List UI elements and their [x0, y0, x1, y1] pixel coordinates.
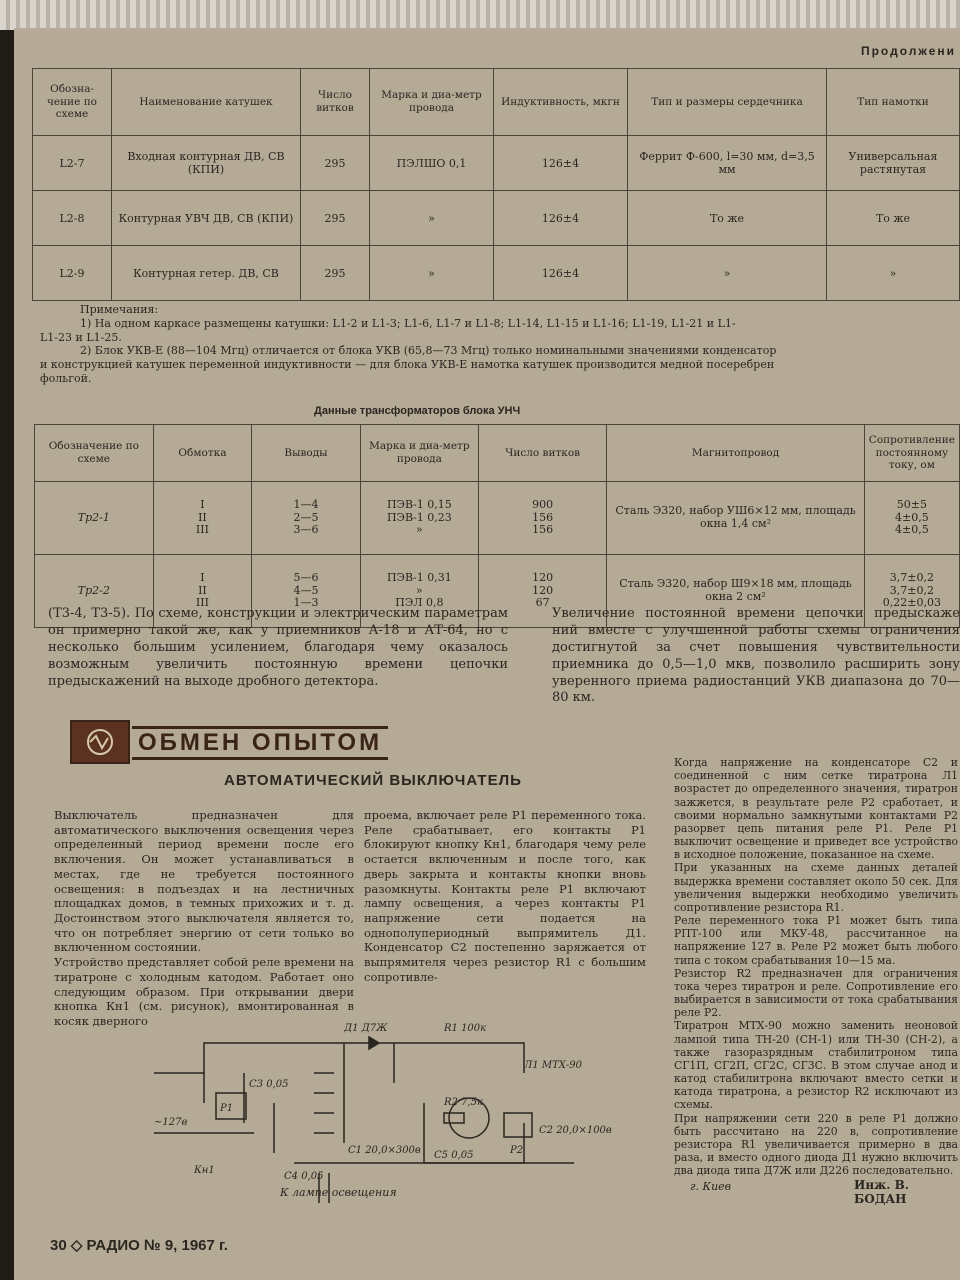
table-cell: Сталь Э320, набор Ш9×18 мм, площадь окна 2 см² — [607, 555, 865, 628]
table-header: Обозначение по схеме — [35, 425, 154, 482]
table-cell: 126±4 — [494, 246, 628, 301]
table-row — [35, 482, 960, 555]
section-title: ОБМЕН ОПЫТОМ — [132, 726, 388, 760]
table-cell: 295 — [301, 191, 370, 246]
schematic-label: С5 0,05 — [434, 1150, 474, 1161]
table-cell: L2-9 — [33, 246, 112, 301]
table-header: Выводы — [252, 425, 360, 482]
table-header: Магнитопровод — [607, 425, 865, 482]
schematic-label: С4 0,05 — [284, 1171, 324, 1182]
page-footer: 30 ◇ РАДИО № 9, 1967 г. — [50, 1237, 228, 1254]
schematic-label: С2 20,0×100в — [539, 1125, 612, 1136]
schematic-label: С3 0,05 — [249, 1079, 289, 1090]
table-cell: 295 — [301, 246, 370, 301]
schematic-label: Р1 — [220, 1103, 234, 1114]
table-cell: Контурная УВЧ ДВ, СВ (КПИ) — [112, 191, 301, 246]
table-row — [33, 191, 960, 246]
article-column-3: Когда напряжение на конденсаторе С2 и соединенной с ним сетке тиратрона Л1 возрастет до определенного значения, тиратрон зажжется, в результате реле Р2 сработает, и своими нормально замкнутыми контактами Р2 разорвет цепь питания реле Р1. Реле Р1 выключит освещение и приведет все устройство в исходное положение, показанное на схеме. При указанных на схеме данных деталей выдержка времени составляет около 50 сек. Для увеличения выдержки необходимо увеличить сопротивление резистора R1. Реле переменного тока Р1 может быть типа РПТ-100 или МКУ-48, рассчитанное на напряжение 127 в. Реле Р2 может быть любого типа с током срабатывания 10—15 ма. Резистор R2 предназначен для ограничения тока через тиратрон и реле. Сопротивление его выбирается в зависимости от тока срабатывания реле Р2. Тиратрон МТХ-90 можно заменить неоновой лампой типа ТН-20 (СН-1) или ТН-30 (СН-2), а также газоразрядным стабилитроном типа СГ1П, СГ2П, СГ2С, СГ3С. В этом случае анод и катод стабилитрона включают вместо сетки и катода тиратрона, а резистор R2 исключают из схемы. При напряжении сети 220 в реле Р1 должно быть рассчитано на 220 в, сопротивление резистора R1 увеличивается примерно в два раза, и вместо одного диода Д1 нужно включить два диода типа Д7Ж или Д226 последовательно. — [674, 756, 958, 1178]
schematic-label: R2 7,5к — [444, 1097, 483, 1108]
article-title: АВТОМАТИЧЕСКИЙ ВЫКЛЮЧАТЕЛЬ — [224, 772, 522, 789]
table-header: Тип намотки — [827, 69, 960, 136]
table-cell: Сталь Э320, набор УШ6×12 мм, площадь окна 1,4 см² — [607, 482, 865, 555]
table-cell: 50±5 4±0,5 4±0,5 — [864, 482, 959, 555]
table-cell: 3,7±0,2 3,7±0,2 0,22±0,03 — [864, 555, 959, 628]
table-cell: » — [370, 246, 494, 301]
table-row — [33, 246, 960, 301]
table-cell: ПЭВ-1 0,31 » ПЭЛ 0,8 — [360, 555, 478, 628]
table-cell: 900 156 156 — [479, 482, 607, 555]
table-cell: 5—6 4—5 1—3 — [252, 555, 360, 628]
table-cell: L2-7 — [33, 136, 112, 191]
note-text: и конструкцией катушек переменной индуктивности — для блока УКВ-Е намотка катушек производится медной посеребрен — [40, 358, 775, 371]
table-cell: » — [628, 246, 827, 301]
note-text: фольгой. — [40, 371, 92, 385]
table-header: Тип и размеры сердечника — [628, 69, 827, 136]
table-cell: ПЭВ-1 0,15 ПЭВ-1 0,23 » — [360, 482, 478, 555]
background-cloth — [0, 0, 960, 30]
table-notes — [40, 303, 960, 386]
table-header-row — [33, 69, 960, 136]
note-text: L1-23 и L1-25. — [40, 330, 122, 344]
magazine-page — [14, 28, 960, 1280]
schematic-label: ~127в — [154, 1117, 188, 1128]
section-banner — [70, 720, 500, 760]
table-header: Индуктивность, мкгн — [494, 69, 628, 136]
schematic-label: Л1 МТХ-90 — [524, 1060, 583, 1071]
paragraph-right: Увеличение постоянной времени цепочки предыскаже ний вместе с улучшенной работы схемы ограничения достигнутой за счет повышения чувствительности приемника до 0,5—1,0 мкв, позволило расширить зону уверенного приема радиостанций УКВ диапазона до 70—80 км. — [552, 606, 960, 706]
table-header: Обозна-чение по схеме — [33, 69, 112, 136]
coils-table — [32, 68, 960, 301]
table-cell: 295 — [301, 136, 370, 191]
table-cell: 120 120 67 — [479, 555, 607, 628]
schematic-label: Д1 Д7Ж — [344, 1023, 388, 1034]
note-text: 1) На одном каркасе размещены катушки: L1-2 и L1-3; L1-6, L1-7 и L1-8; L1-14, L1-15 и L1-16; L1-19, L1-21 и L1- — [80, 316, 736, 330]
table-cell: Феррит Ф-600, l=30 мм, d=3,5 мм — [628, 136, 827, 191]
table-cell: 126±4 — [494, 191, 628, 246]
table-cell: Тр2-1 — [35, 482, 154, 555]
schematic-label: Кн1 — [194, 1165, 215, 1176]
article-column-1: Выключатель предназначен для автоматического выключения освещения через определенный период времени после его включения. Он может устанавливаться в местах, где не требуется постоянного освещения: в подъездах и на лестничных площадках домов, в темных прихожих и т. д. Достоинством этого выключателя является то, что он потребляет энергию от сети только во включенном состоянии. Устройство представляет собой реле времени на тиратроне с холодным катодом. Работает оно следующим образом. При открывании двери кнопка Кн1 (см. рисунок), вмонтированная в косяк дверного — [54, 808, 354, 1029]
schematic-label: Р2 — [510, 1145, 524, 1156]
table-header: Сопротивление постоянному току, ом — [864, 425, 959, 482]
table-header: Марка и диа-метр провода — [370, 69, 494, 136]
table-cell: Контурная гетер. ДВ, СВ — [112, 246, 301, 301]
table-cell: То же — [827, 191, 960, 246]
table-cell: Универсальная растянутая — [827, 136, 960, 191]
table-cell: Тр2-2 — [35, 555, 154, 628]
continued-label: Продолжени — [860, 44, 956, 58]
table-cell: 126±4 — [494, 136, 628, 191]
section-logo-icon — [70, 720, 130, 764]
article-column-2: проема, включает реле Р1 переменного тока. Реле срабатывает, его контакты Р1 блокируют кнопку Кн1, благодаря чему реле остается включенным и после того, как дверь закрыта и контакты кнопки вновь разомкнуты. Контакты реле Р1 включают лампу освещения, а через контакты Р1 напряжение сети подается на однополупериодный выпрямитель Д1. Конденсатор С2 постепенно заряжается от выпрямителя через резистор R1 с большим сопротивле- — [364, 808, 646, 984]
article-city: г. Киев — [690, 1180, 732, 1193]
table-header: Наименование катушек — [112, 69, 301, 136]
table-cell: То же — [628, 191, 827, 246]
note-text: 2) Блок УКВ-Е (88—104 Мгц) отличается от блока УКВ (65,8—73 Мгц) только номинальными значениями конденсатор — [80, 344, 777, 358]
table-cell: I II III — [153, 482, 252, 555]
paragraph-left: (Т3-4, Т3-5). По схеме, конструкции и электрическим параметрам он примерно такой же, как у приемников А-18 и АТ-64, но с несколько большим усилением, благодаря чему оказалось возможным увеличить постоянную времени цепочки предыскажений на выходе дробного детектора. — [48, 606, 508, 689]
table-row — [33, 136, 960, 191]
table2-title: Данные трансформаторов блока УНЧ — [314, 405, 521, 417]
table-header: Обмотка — [153, 425, 252, 482]
table-cell: ПЭЛШО 0,1 — [370, 136, 494, 191]
table-cell: » — [370, 191, 494, 246]
table-header: Число витков — [479, 425, 607, 482]
table-header-row — [35, 425, 960, 482]
table-header: Число витков — [301, 69, 370, 136]
table-cell: 1—4 2—5 3—6 — [252, 482, 360, 555]
schematic-label: С1 20,0×300в — [348, 1145, 421, 1156]
table-cell: Входная контурная ДВ, СВ (КПИ) — [112, 136, 301, 191]
article-author: Инж. В. БОДАН — [854, 1178, 909, 1206]
schematic-caption: К лампе освещения — [280, 1186, 397, 1199]
transformers-table — [34, 424, 960, 628]
notes-title: Примечания: — [80, 303, 159, 316]
table-cell: L2-8 — [33, 191, 112, 246]
schematic-label: R1 100к — [444, 1023, 487, 1034]
circuit-schematic — [144, 1013, 612, 1193]
table-header: Марка и диа-метр провода — [360, 425, 478, 482]
table-cell: I II III — [153, 555, 252, 628]
table-cell: » — [827, 246, 960, 301]
